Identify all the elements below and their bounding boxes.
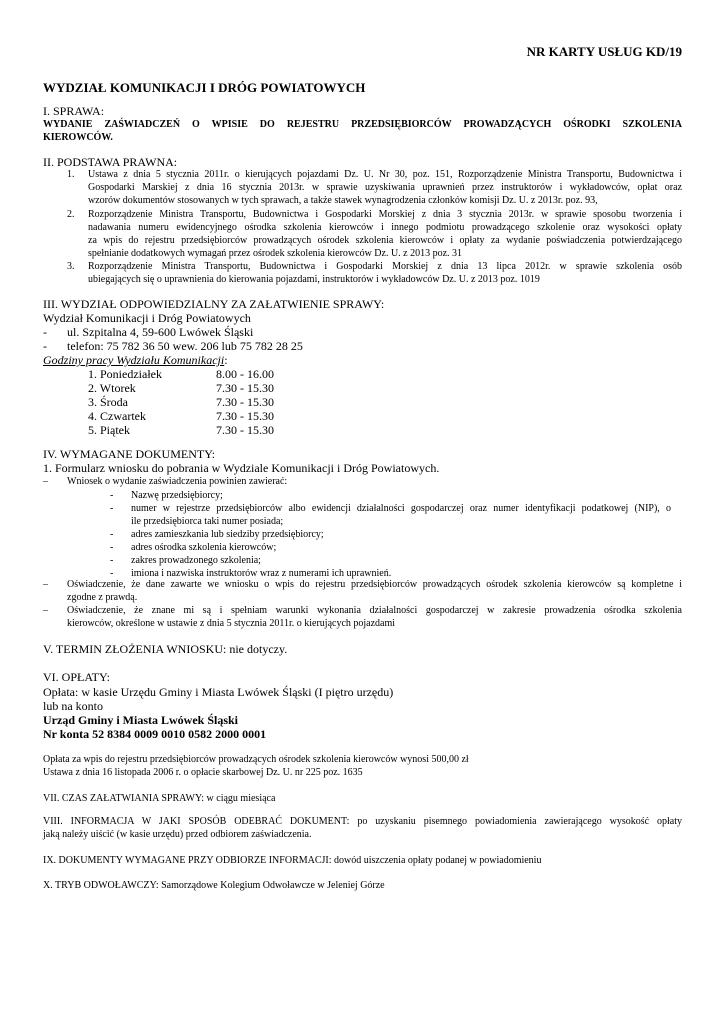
section-1-title-line: WYDANIE ZAŚWIADCZEŃ O WPISIE DO REJESTRU PRZEDSIĘBIORCÓW PROWADZĄCYCH OŚRODKI SZKOLENIA xyxy=(43,119,682,130)
office-name: Wydział Komunikacji i Dróg Powiatowych xyxy=(43,311,251,325)
law-item-line: wzorów dokumentów stosowanych w tych sprawach, a także stawek wynagrodzenia członków komisji Dz. U. z 2013r. poz. 93, xyxy=(88,195,598,206)
law-item-line: Gospodarki Marskiej z dnia 16 stycznia 2013r. w sprawie uzyskiwania uprawnień przez instruktorów i wykładowców, opłat oraz xyxy=(88,182,682,193)
law-item-number: 1. xyxy=(67,169,75,180)
hours-time: 7.30 - 15.30 xyxy=(216,381,274,395)
hours-day: 2. Wtorek xyxy=(88,381,136,395)
hours-time: 8.00 - 16.00 xyxy=(216,367,274,381)
law-item-line: Rozporządzenie Ministra Transportu, Budownictwa i Gospodarki Morskiej z dnia 3 stycznia 2013r. w sprawie sposobu tworzenia i xyxy=(88,209,682,220)
hours-day: 5. Piątek xyxy=(88,423,130,437)
request-intro: Wniosek o wydanie zaświadczenia powinien zawierać: xyxy=(67,476,288,487)
request-item: adres ośrodka szkolenia kierowców; xyxy=(131,542,277,553)
section-5: V. TERMIN ZŁOŻENIA WNIOSKU: nie dotyczy. xyxy=(43,642,288,656)
sub-bullet-dash: - xyxy=(110,490,114,501)
law-item-line: Ustawa z dnia 5 stycznia 2011r. o kierujących pojazdami Dz. U. Nr 30, poz. 151, Rozporządzenie Ministra Transportu, Budownictwa i xyxy=(88,169,682,180)
law-item-line: nadawania numeru ewidencyjnego ośrodka szkolenia kierowców i innego podmiotu prowadzącego szkolenie oraz wysokości opłaty xyxy=(88,222,682,233)
bullet-endash: – xyxy=(43,605,48,616)
sub-bullet-dash: - xyxy=(110,542,114,553)
statement-line: zgodne z prawdą. xyxy=(67,592,138,603)
section-6-heading: VI. OPŁATY: xyxy=(43,670,110,684)
hours-time: 7.30 - 15.30 xyxy=(216,423,274,437)
hours-day: 3. Środa xyxy=(88,395,128,409)
section-10: X. TRYB ODWOŁAWCZY: Samorządowe Kolegium Odwoławcze w Jeleniej Górze xyxy=(43,880,385,891)
payment-cashier: Opłata: w kasie Urzędu Gminy i Miasta Lwówek Śląski (I piętro urzędu) xyxy=(43,685,394,699)
card-number: NR KARTY USŁUG KD/19 xyxy=(526,44,682,59)
phone-dash: - xyxy=(43,339,47,353)
required-doc-1: 1. Formularz wniosku do pobrania w Wydziale Komunikacji i Dróg Powiatowych. xyxy=(43,461,440,475)
sub-bullet-dash: - xyxy=(110,555,114,566)
section-9: IX. DOKUMENTY WYMAGANE PRZY ODBIORZE INFORMACJI: dowód uiszczenia opłaty podanej w powiadomieniu xyxy=(43,855,542,866)
sub-bullet-dash: - xyxy=(110,568,114,579)
statement-line: kierowców, określone w ustawie z dnia 5 stycznia 2011r. o kierujących pojazdami xyxy=(67,618,396,629)
sub-bullet-dash: - xyxy=(110,503,114,514)
department-title: WYDZIAŁ KOMUNIKACJI I DRÓG POWIATOWYCH xyxy=(43,80,366,95)
request-item: zakres prowadzonego szkolenia; xyxy=(131,555,261,566)
request-item: imiona i nazwiska instruktorów wraz z numerami ich uprawnień. xyxy=(131,568,392,579)
request-item: Nazwę przedsiębiorcy; xyxy=(131,490,223,501)
law-item-line: spełnianie dodatkowych wymagań przez ośrodek szkolenia kierowców Dz. U. z 2013 poz. 31 xyxy=(88,248,463,259)
statement-line: Oświadczenie, że dane zawarte we wniosku o wpis do rejestru przedsiębiorców prowadzących ośrodek szkolenia kierowców są kompletne i xyxy=(67,579,682,590)
statement-line: Oświadczenie, że znane mi są i spełniam warunki wykonania działalności gospodarczej w zakresie prowadzenia ośrodka szkolenia xyxy=(67,605,682,616)
hours-day: 1. Poniedziałek xyxy=(88,367,162,381)
law-item-number: 3. xyxy=(67,261,75,272)
request-item: numer w rejestrze przedsiębiorców albo ewidencji działalności gospodarczej oraz numer identyfikacji podatkowej (NIP), o xyxy=(131,503,671,514)
office-phone: telefon: 75 782 36 50 wew. 206 lub 75 782 28 25 xyxy=(67,339,303,353)
fee-legal-basis: Ustawa z dnia 16 listopada 2006 r. o opłacie skarbowej Dz. U. nr 225 poz. 1635 xyxy=(43,767,363,778)
hours-time: 7.30 - 15.30 xyxy=(216,409,274,423)
hours-label-colon: : xyxy=(224,353,228,367)
bullet-endash: – xyxy=(43,579,48,590)
payment-or-account: lub na konto xyxy=(43,699,103,713)
sub-bullet-dash: - xyxy=(110,529,114,540)
request-item: adres zamieszkania lub siedziby przedsiębiorcy; xyxy=(131,529,324,540)
law-item-number: 2. xyxy=(67,209,75,220)
section-8-line: jaką należy uiścić (w kasie urzędu) przed odbiorem zaświadczenia. xyxy=(43,829,312,840)
law-item-line: Rozporządzenie Ministra Transportu, Budownictwa i Gospodarki Morskiej z dnia 13 lipca 2012r. w sprawie szkolenia osób xyxy=(88,261,682,272)
section-8-line: VIII. INFORMACJA W JAKI SPOSÓB ODEBRAĆ DOKUMENT: po uzyskaniu pisemnego powiadomienia zawierającego wysokość opłaty xyxy=(43,816,682,827)
hours-day: 4. Czwartek xyxy=(88,409,146,423)
law-item-line: za wpis do rejestru przedsiębiorców prowadzących ośrodek szkolenia kierowców i opłaty za wydanie poświadczenia potwierdzającego xyxy=(88,235,682,246)
bank-recipient: Urząd Gminy i Miasta Lwówek Śląski xyxy=(43,713,239,727)
section-1-title-line: KIEROWCÓW. xyxy=(43,132,113,143)
section-2-heading: II. PODSTAWA PRAWNA: xyxy=(43,155,178,169)
law-item-line: ubiegających się o uprawnienia do kierowania pojazdami, instruktorów i wykładowców Dz. U. z 2013 poz. 1019 xyxy=(88,274,540,285)
section-4-heading: IV. WYMAGANE DOKUMENTY: xyxy=(43,447,216,461)
address-dash: - xyxy=(43,325,47,339)
section-3-heading: III. WYDZIAŁ ODPOWIEDZIALNY ZA ZAŁATWIENIE SPRAWY: xyxy=(43,297,385,311)
fee-amount: Opłata za wpis do rejestru przedsiębiorców prowadzących ośrodek szkolenia kierowców wynosi 500,00 zł xyxy=(43,754,469,765)
section-7: VII. CZAS ZAŁATWIANIA SPRAWY: w ciągu miesiąca xyxy=(43,793,276,804)
bank-account-number: Nr konta 52 8384 0009 0010 0582 2000 0001 xyxy=(43,727,267,741)
section-1-heading: I. SPRAWA: xyxy=(43,104,105,118)
hours-time: 7.30 - 15.30 xyxy=(216,395,274,409)
hours-label-text: Godziny pracy Wydziału Komunikacji xyxy=(43,353,225,367)
office-hours-label xyxy=(43,353,228,367)
office-address: ul. Szpitalna 4, 59-600 Lwówek Śląski xyxy=(67,325,254,339)
request-item-continued: ile przedsiębiorca taki numer posiada; xyxy=(131,516,284,527)
bullet-endash: – xyxy=(43,476,48,487)
